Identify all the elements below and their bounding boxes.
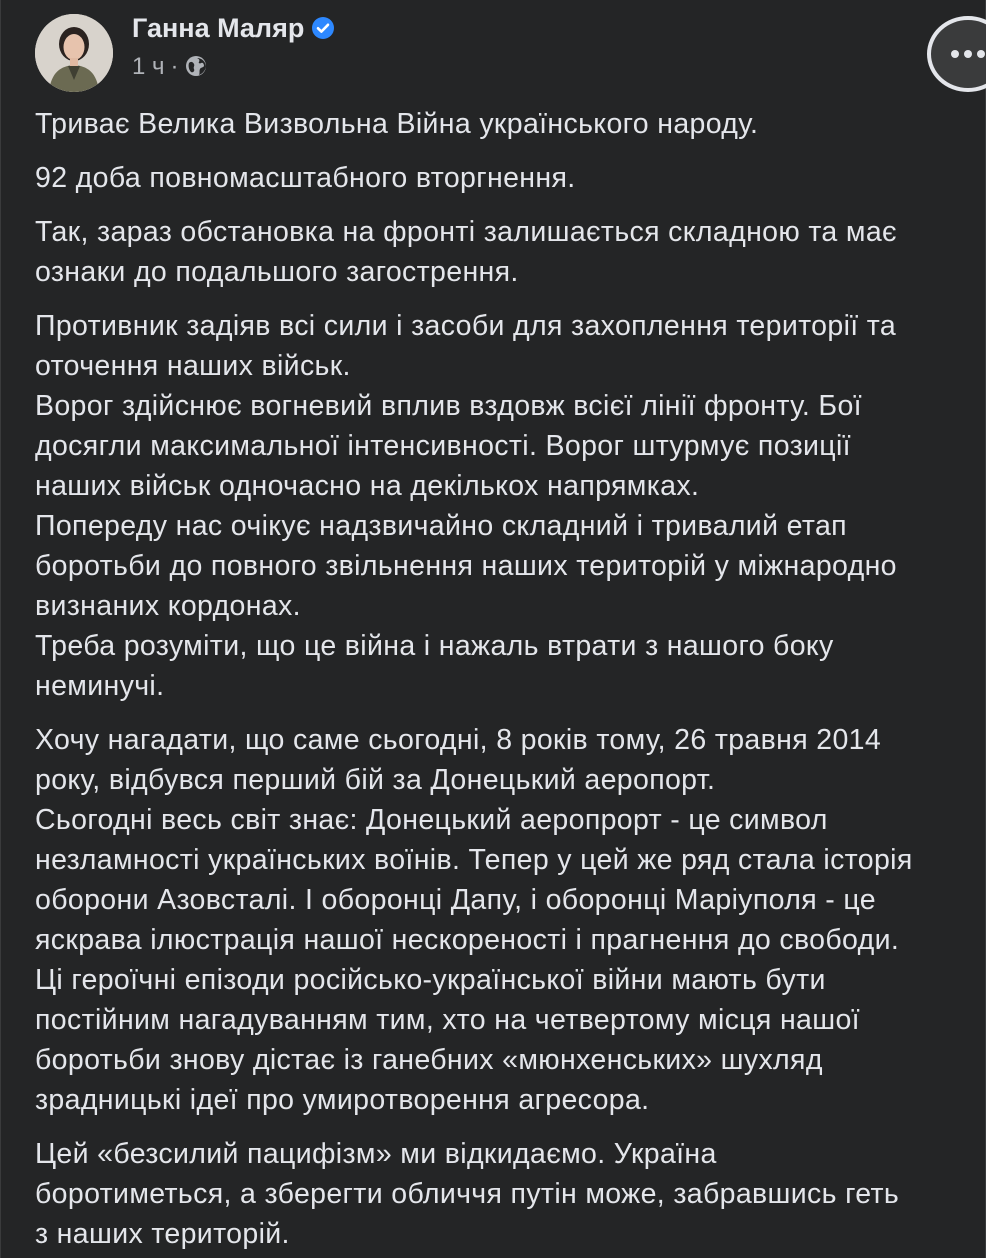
- post-paragraph: Цей «безсилий пацифізм» ми відкидаємо. Україна боротиметься, а зберегти обличчя путін може, забравшись геть з наших територій.: [35, 1138, 900, 1250]
- post-paragraph: Триває Велика Визвольна Війна українського народу.: [35, 108, 759, 140]
- post-paragraph: Противник задіяв всі сили і засоби для захоплення території та оточення наших військ. Ворог здійснює вогневий вплив вздовж всієї лінії фронту. Бої досягли максимальної інтенсивності. Ворог штурмує позиції наших військ одночасно на декількох напрямках. Попереду нас очікує надзвичайно складний і тривалий етап боротьби до повного звільнення наших територій у міжнародно визнаних кордонах. Треба розуміти, що це війна і нажаль втрати з нашого боку неминучі.: [35, 310, 897, 702]
- author-avatar[interactable]: [35, 14, 113, 92]
- author-name-label[interactable]: Ганна Маляр: [132, 13, 305, 43]
- post-timestamp[interactable]: 1 ч: [132, 53, 165, 80]
- profile-photo-icon: [35, 14, 113, 92]
- author-name[interactable]: [132, 12, 334, 44]
- verified-badge-icon: [312, 14, 334, 36]
- post-paragraph: Хочу нагадати, що саме сьогодні, 8 років тому, 26 травня 2014 року, відбувся перший бій за Донецький аеропорт. Сьогодні весь світ знає: Донецький аеропрорт - це символ незламності українських воїнів. Тепер у цей же ряд стала історія оборони Азовсталі. І оборонці Дапу, і оборонці Маріуполя - це яскрава ілюстрація нашої нескореності і прагнення до свободи. Ці героїчні епізоди російсько-української війни мають бути постійним нагадуванням тим, хто на четвертому місця нашої боротьби знову дістає із ганебних «мюнхенських» шухляд зрадницькі ідеї про умиротворення агресора.: [35, 724, 913, 1116]
- post-meta: [132, 52, 207, 82]
- post-body: [35, 104, 965, 1258]
- more-options-button[interactable]: [927, 16, 986, 92]
- post-paragraph: 92 доба повномасштабного вторгнення.: [35, 162, 576, 194]
- post-paragraph: Так, зараз обстановка на фронті залишається складною та має ознаки до подальшого загострення.: [35, 216, 897, 288]
- globe-icon[interactable]: [185, 55, 207, 77]
- meta-separator: ·: [170, 53, 179, 80]
- post-header: [35, 12, 985, 92]
- more-horizontal-icon: [950, 49, 986, 59]
